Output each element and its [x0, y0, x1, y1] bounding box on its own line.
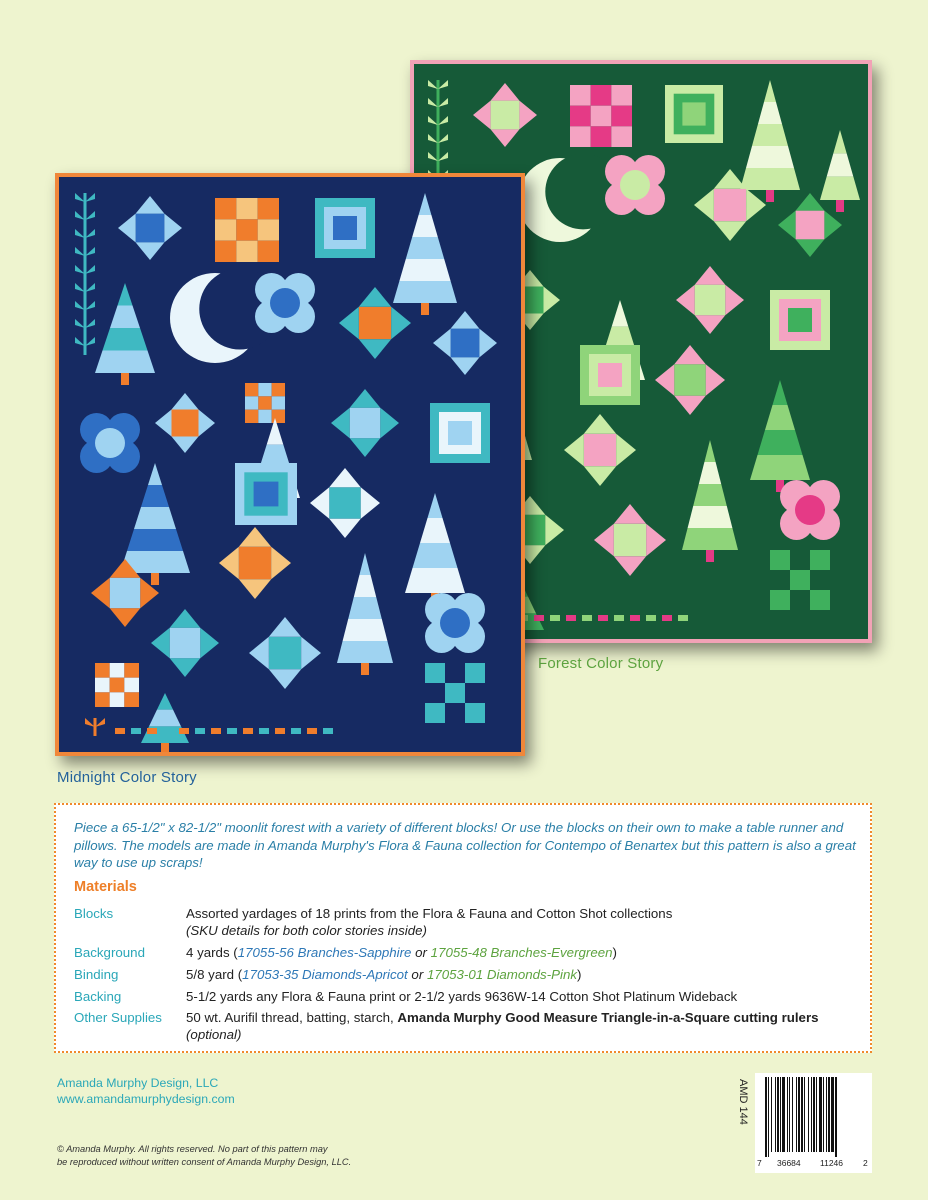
checker-patch	[810, 550, 830, 570]
checker-patch	[770, 590, 790, 610]
star-center-patch	[584, 434, 616, 466]
star-center-patch	[714, 189, 746, 221]
barcode-bar	[813, 1077, 815, 1152]
checker-patch	[272, 410, 285, 423]
checker-patch	[258, 396, 271, 409]
border-leaf-patch	[630, 615, 640, 621]
frame-center-patch	[788, 308, 812, 332]
star-center-patch	[170, 628, 201, 659]
barcode-bar	[777, 1077, 779, 1152]
other-supplies-value	[186, 1009, 836, 1043]
border-leaf-patch	[179, 728, 189, 734]
star-center-patch	[329, 487, 361, 519]
checker-patch	[570, 85, 591, 106]
tree-stripe-patch	[405, 568, 465, 593]
frame-center-patch	[598, 363, 622, 387]
barcode-bar	[780, 1077, 781, 1152]
checker-patch	[124, 678, 139, 693]
star-center-patch	[136, 214, 165, 243]
blocks-note: (SKU details for both color stories inside)	[186, 923, 427, 938]
barcode-bar	[826, 1077, 827, 1152]
company-website[interactable]: www.amandamurphydesign.com	[57, 1092, 235, 1106]
barcode-bars	[763, 1077, 867, 1159]
checker-patch	[445, 663, 465, 683]
tree-stripe-patch	[413, 543, 458, 568]
border-leaf-patch	[227, 728, 237, 734]
border-leaf-patch	[614, 615, 624, 621]
pattern-intro: Piece a 65-1/2" x 82-1/2" moonlit forest with a variety of different blocks! Or use the blocks on their own to make a table runner and pillows. The models are made in Amanda Murphy's Flora & Fauna collection for Contempo of Benartex but this pattern is also a great way to use up scraps!	[74, 820, 856, 870]
barcode-digit-lead: 7	[757, 1158, 762, 1168]
binding-close: )	[577, 967, 582, 982]
midnight-color-story-caption: Midnight Color Story	[57, 769, 197, 786]
star-center-patch	[614, 524, 646, 556]
tree-stripe-patch	[399, 259, 450, 281]
copyright-line-1: © Amanda Murphy. All rights reserved. No part of this pattern may	[57, 1144, 328, 1154]
border-leaf-patch	[163, 728, 173, 734]
border-leaf-patch	[534, 615, 544, 621]
background-close: )	[612, 945, 617, 960]
backing-value: 5-1/2 yards any Flora & Fauna print or 2-1/2 yards 9636W-14 Cotton Shot Platinum Wideback	[186, 989, 738, 1004]
binding-value	[186, 966, 846, 983]
checker-patch	[611, 85, 632, 106]
star-center-patch	[491, 101, 520, 130]
checker-patch	[258, 410, 271, 423]
star-center-patch	[451, 329, 480, 358]
checker-patch	[591, 85, 612, 106]
barcode-bar	[828, 1077, 830, 1152]
binding-amount: 5/8 yard (	[186, 967, 243, 982]
barcode-bar	[798, 1077, 800, 1152]
background-or: or	[411, 945, 431, 960]
binding-sku-pink: 17053-01 Diamonds-Pink	[426, 967, 577, 982]
star-center-patch	[695, 285, 726, 316]
star-center-patch	[350, 408, 381, 439]
background-label: Background	[74, 945, 145, 960]
tree-trunk-patch	[421, 303, 429, 315]
border-leaf-patch	[211, 728, 221, 734]
border-leaf-patch	[275, 728, 285, 734]
tree-stripe-patch	[752, 124, 788, 146]
other-supplies-text: 50 wt. Aurifil thread, batting, starch,	[186, 1010, 398, 1025]
tree-trunk-patch	[836, 200, 844, 212]
barcode-digits-right: 11246	[820, 1158, 844, 1168]
checker-patch	[465, 683, 485, 703]
checker-patch	[425, 703, 445, 723]
checker-patch	[236, 241, 257, 262]
star-center-patch	[172, 410, 199, 437]
border-leaf-patch	[566, 615, 576, 621]
border-leaf-patch	[243, 728, 253, 734]
barcode-bar	[775, 1077, 776, 1152]
tree-stripe-patch	[820, 177, 860, 200]
star-center-patch	[359, 307, 391, 339]
border-leaf-patch	[582, 615, 592, 621]
barcode-bar	[796, 1077, 797, 1152]
checker-patch	[611, 126, 632, 147]
barcode-digit-check: 2	[863, 1158, 868, 1168]
checker-patch	[258, 219, 279, 240]
border-leaf-patch	[323, 728, 333, 734]
checker-patch	[95, 678, 110, 693]
barcode-bar	[835, 1077, 837, 1157]
checker-patch	[810, 590, 830, 610]
binding-label: Binding	[74, 967, 119, 982]
binding-or: or	[407, 967, 427, 982]
checker-patch	[570, 106, 591, 127]
checker-patch	[110, 663, 125, 678]
checker-patch	[465, 703, 485, 723]
tree-stripe-patch	[337, 641, 393, 663]
tree-stripe-patch	[103, 328, 148, 351]
barcode-bar	[787, 1077, 788, 1152]
border-leaf-patch	[307, 728, 317, 734]
tree-stripe-patch	[758, 430, 803, 455]
checker-patch	[258, 241, 279, 262]
barcode-block	[737, 1073, 872, 1173]
background-sku-sapphire: 17055-56 Branches-Sapphire	[237, 945, 412, 960]
backing-label: Backing	[74, 989, 122, 1004]
background-value	[186, 944, 846, 961]
star-center-patch	[269, 637, 301, 669]
checker-patch	[245, 383, 258, 396]
tree-stripe-patch	[406, 237, 444, 259]
checker-patch	[425, 663, 445, 683]
tree-trunk-patch	[151, 573, 159, 585]
background-sku-evergreen: 17055-48 Branches-Evergreen	[430, 945, 613, 960]
company-name: Amanda Murphy Design, LLC	[57, 1076, 219, 1090]
tree-trunk-patch	[706, 550, 714, 562]
checker-patch	[215, 219, 236, 240]
checker-patch	[570, 126, 591, 147]
checker-patch	[790, 590, 810, 610]
tree-stripe-patch	[343, 619, 388, 641]
frame-center-patch	[448, 421, 472, 445]
frame-center-patch	[682, 102, 705, 125]
border-leaf-patch	[678, 615, 688, 621]
other-supplies-label: Other Supplies	[74, 1010, 162, 1025]
flower-center-patch	[795, 495, 825, 525]
border-leaf-patch	[662, 615, 672, 621]
barcode-bar	[801, 1077, 803, 1152]
barcode-bar	[765, 1077, 767, 1157]
checker-patch	[770, 570, 790, 590]
checker-patch	[770, 550, 790, 570]
tree-stripe-patch	[127, 529, 183, 551]
checker-patch	[465, 663, 485, 683]
checker-patch	[110, 678, 125, 693]
materials-panel	[54, 803, 872, 1053]
copyright-line-2: be reproduced without written consent of Amanda Murphy Design, LLC.	[57, 1157, 352, 1167]
barcode-bar	[823, 1077, 824, 1152]
checker-patch	[236, 219, 257, 240]
border-leaf-patch	[259, 728, 269, 734]
frame-center-patch	[254, 482, 279, 507]
checker-patch	[236, 198, 257, 219]
checker-patch	[245, 410, 258, 423]
border-leaf-patch	[195, 728, 205, 734]
flower-center-patch	[95, 428, 125, 458]
tree-stripe-patch	[348, 597, 382, 619]
checker-patch	[124, 663, 139, 678]
checker-patch	[95, 692, 110, 707]
barcode-bar	[804, 1077, 805, 1152]
tree-stripe-patch	[95, 351, 155, 374]
checker-patch	[810, 570, 830, 590]
checker-patch	[790, 570, 810, 590]
tree-stripe-patch	[688, 506, 733, 528]
barcode-bar	[831, 1077, 834, 1152]
checker-patch	[258, 198, 279, 219]
checker-patch	[245, 396, 258, 409]
copyright-notice	[57, 1143, 351, 1169]
checker-patch	[445, 703, 465, 723]
tree-trunk-patch	[361, 663, 369, 675]
border-leaf-patch	[131, 728, 141, 734]
border-leaf-patch	[550, 615, 560, 621]
checker-patch	[215, 241, 236, 262]
tree-stripe-patch	[750, 455, 810, 480]
checker-patch	[258, 383, 271, 396]
star-center-patch	[674, 364, 706, 396]
tree-trunk-patch	[121, 373, 129, 385]
checker-patch	[425, 683, 445, 703]
tree-stripe-patch	[740, 168, 800, 190]
blocks-text: Assorted yardages of 18 prints from the Flora & Fauna and Cotton Shot collections	[186, 906, 673, 921]
tree-stripe-patch	[134, 507, 176, 529]
checker-patch	[611, 106, 632, 127]
tree-trunk-patch	[766, 190, 774, 202]
binding-sku-apricot: 17053-35 Diamonds-Apricot	[242, 967, 408, 982]
barcode-bar	[816, 1077, 817, 1152]
blocks-label: Blocks	[74, 906, 114, 921]
company-info	[57, 1075, 235, 1107]
flower-center-patch	[270, 288, 300, 318]
barcode-bar	[792, 1077, 793, 1152]
midnight-quilt-image	[55, 173, 525, 756]
checker-patch	[272, 383, 285, 396]
checker-patch	[110, 692, 125, 707]
star-center-patch	[239, 547, 271, 579]
other-supplies-rulers: Amanda Murphy Good Measure Triangle-in-a-Square cutting rulers	[397, 1010, 819, 1025]
tree-stripe-patch	[682, 528, 738, 550]
barcode-bar	[811, 1077, 812, 1152]
tree-stripe-patch	[746, 146, 794, 168]
blocks-value	[186, 905, 846, 939]
other-supplies-optional: (optional)	[186, 1027, 242, 1042]
flower-center-patch	[440, 608, 470, 638]
border-leaf-patch	[115, 728, 125, 734]
checker-patch	[95, 663, 110, 678]
tree-trunk-patch	[161, 743, 169, 755]
barcode-bar	[782, 1077, 785, 1152]
midnight-quilt-art	[55, 173, 525, 756]
barcode-bar	[789, 1077, 790, 1152]
border-leaf-patch	[598, 615, 608, 621]
checker-patch	[591, 106, 612, 127]
tree-stripe-patch	[393, 281, 457, 303]
barcode-digits-left: 36684	[777, 1158, 801, 1168]
border-leaf-patch	[646, 615, 656, 621]
pattern-code: AMD 144	[737, 1079, 749, 1125]
checker-patch	[124, 692, 139, 707]
checker-patch	[790, 550, 810, 570]
star-center-patch	[110, 578, 141, 609]
checker-patch	[591, 126, 612, 147]
checker-patch	[445, 683, 465, 703]
tree-stripe-patch	[693, 484, 727, 506]
barcode-bar	[771, 1077, 772, 1152]
border-leaf-patch	[147, 728, 157, 734]
checker-patch	[272, 396, 285, 409]
barcode-bar	[808, 1077, 809, 1152]
forest-color-story-caption: Forest Color Story	[538, 655, 664, 672]
background-amount: 4 yards (	[186, 945, 238, 960]
barcode-bar	[768, 1077, 769, 1157]
frame-center-patch	[333, 216, 357, 240]
barcode-bar	[819, 1077, 822, 1152]
flower-center-patch	[620, 170, 650, 200]
border-leaf-patch	[291, 728, 301, 734]
materials-heading: Materials	[74, 879, 137, 895]
checker-patch	[215, 198, 236, 219]
star-center-patch	[796, 211, 825, 240]
